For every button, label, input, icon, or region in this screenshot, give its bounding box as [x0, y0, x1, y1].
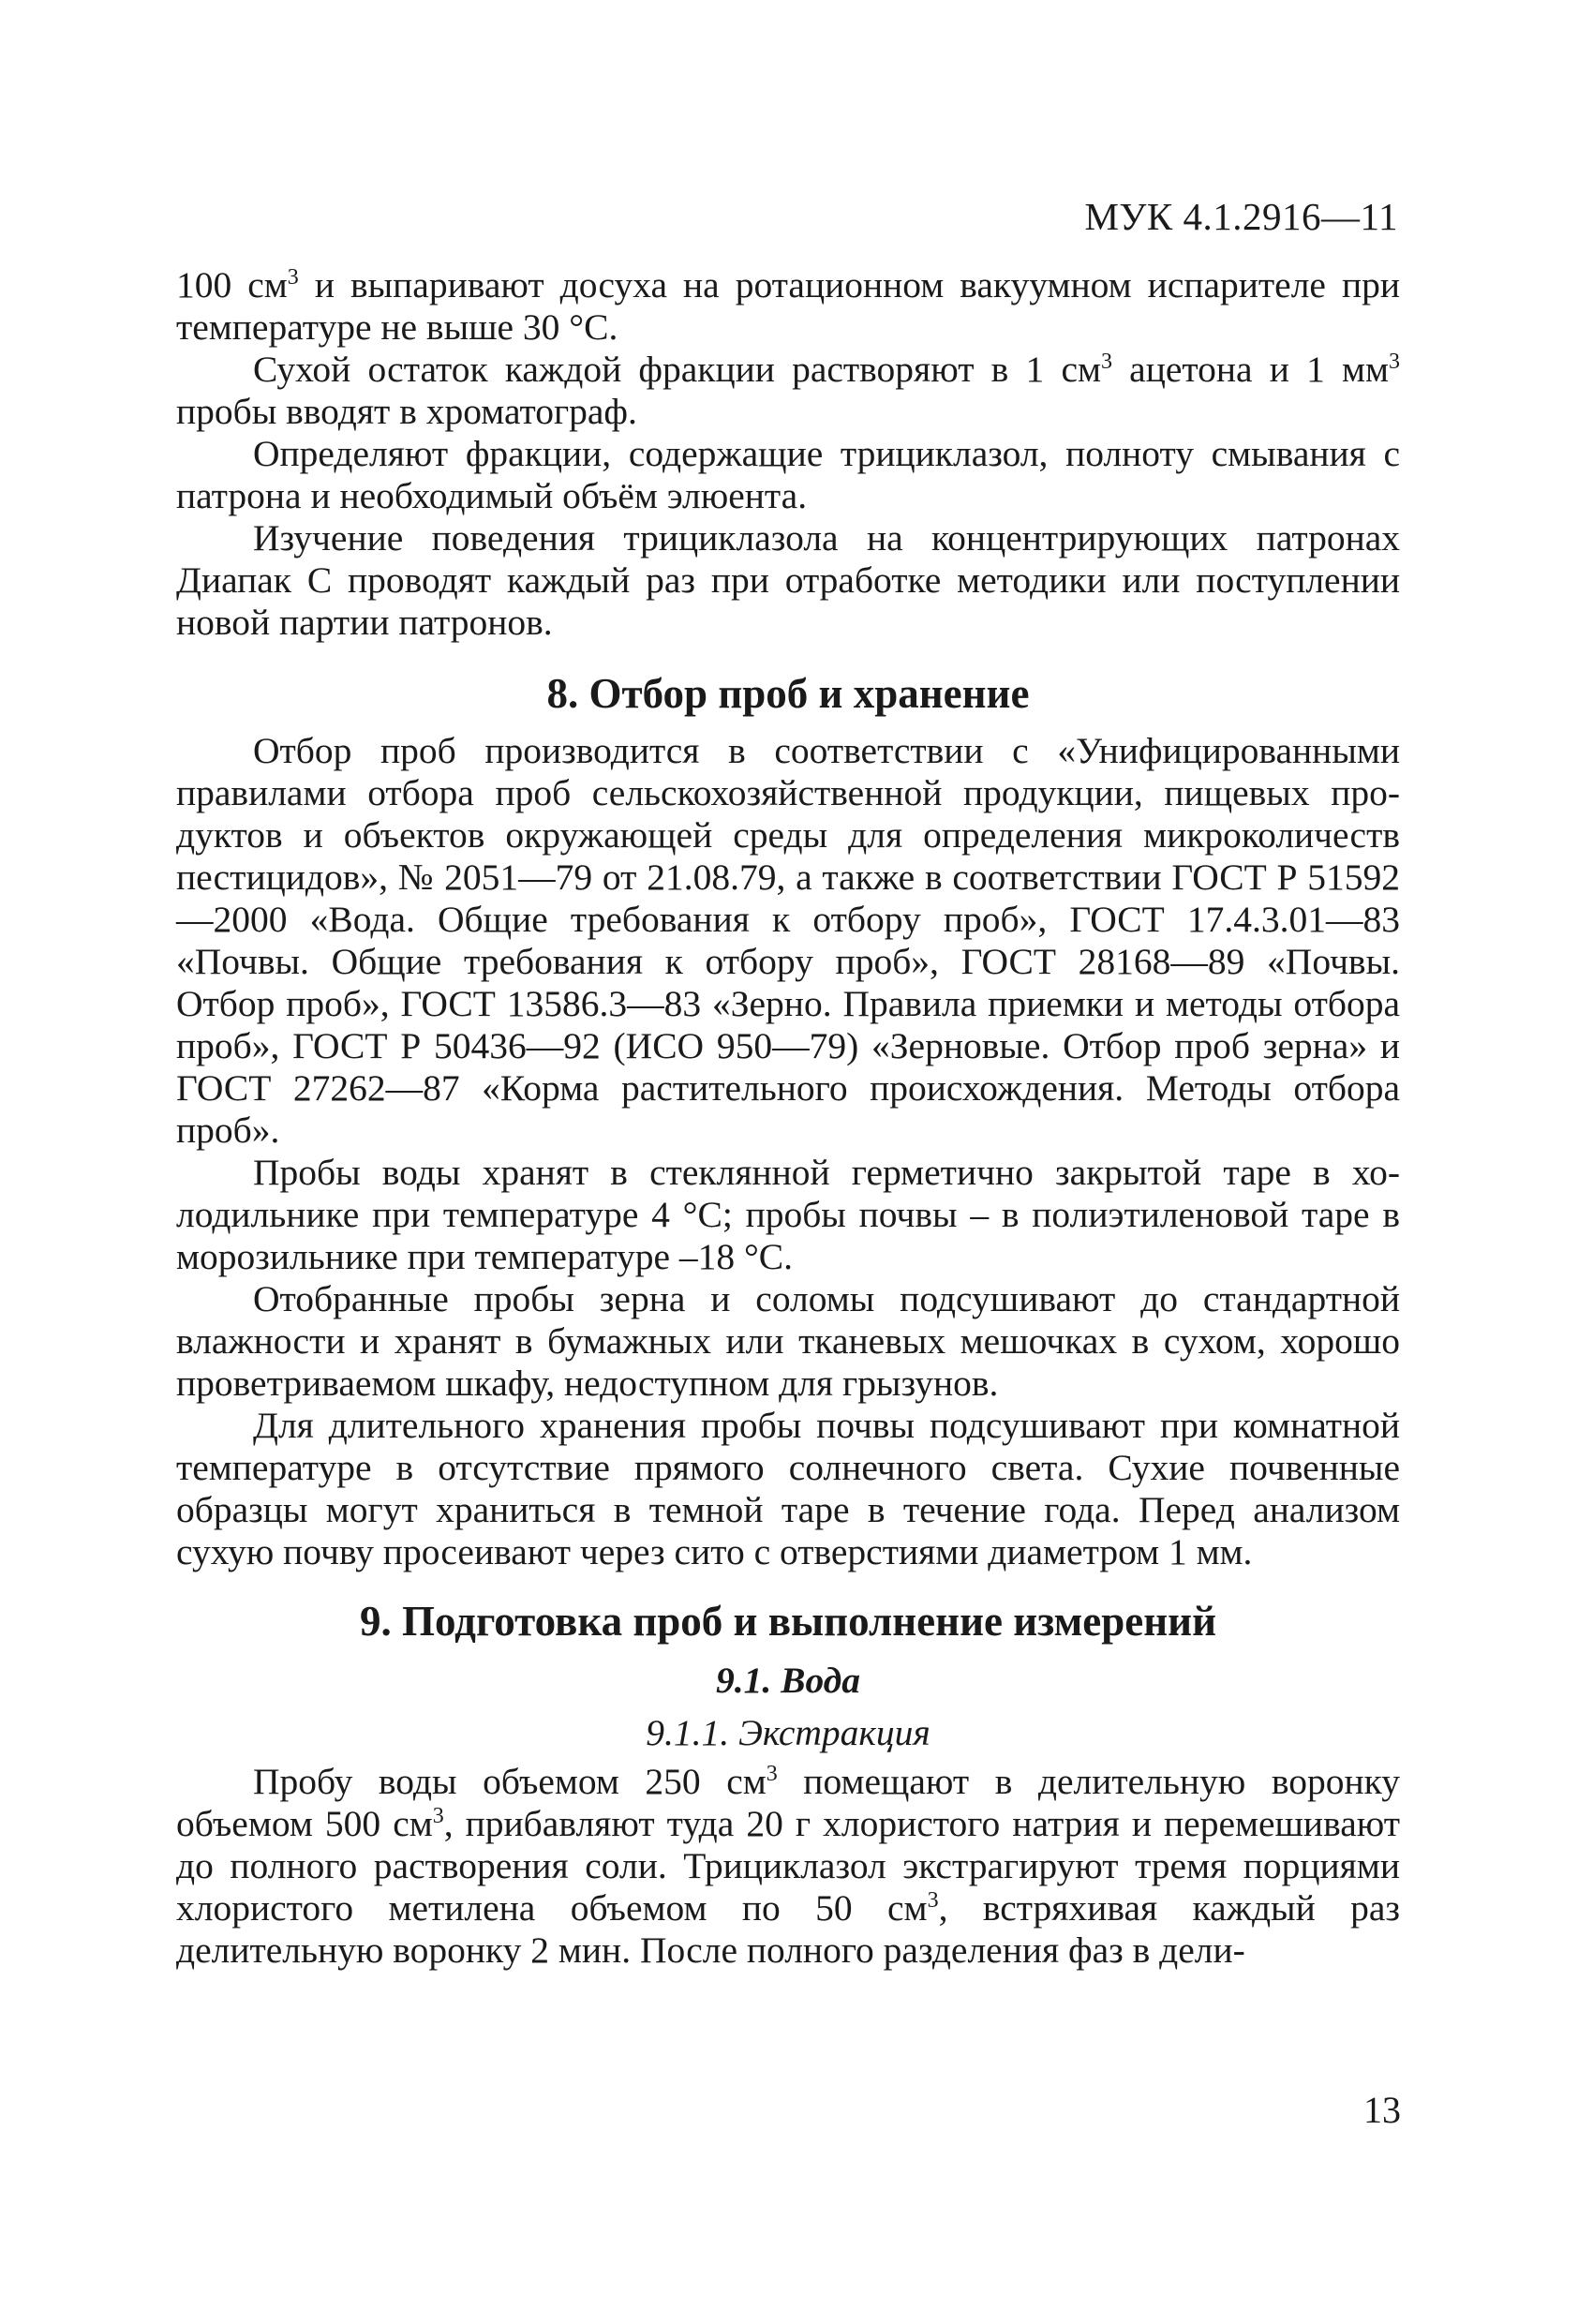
page-content — [176, 264, 1400, 1972]
paragraph: Отобранные пробы зерна и соломы подсушивают до стандартной влажности и хранят в бумажных или тканевых мешочках в сухом, хорошо проветриваемом шкафу, недоступном для грызунов. — [176, 1278, 1400, 1404]
paragraph: Изучение поведения трициклазола на концентрирующих патронах Диапак С проводят каждый раз при отработке методики или поступлении новой партии патронов. — [176, 517, 1400, 643]
paragraph — [176, 349, 1400, 433]
text-run: , встряхивая каждый раз делительную воронку 2 мин. После полного разделения фаз в дели- — [176, 1887, 1400, 1971]
subsubsection-heading: 9.1.1. Экстракция — [646, 1712, 930, 1753]
text-run: , прибавляют туда 20 г хлористого натрия и перемешивают до полного растворения соли. Трициклазол экстрагируют тремя порциями хлористого метилена объемом по 50 см — [176, 1803, 1400, 1929]
superscript: 3 — [287, 264, 299, 290]
text-run: Пробу воды объемом 250 см — [253, 1761, 767, 1802]
paragraph — [176, 1761, 1400, 1972]
text-run: и выпаривают досуха на ротационном вакуумном испарителе при температуре не выше 30 °С. — [176, 264, 1400, 348]
text-run: помещают в делительную воронку объемом 500 см — [176, 1761, 1400, 1844]
paragraph: Пробы воды хранят в стеклянной герметично закрытой таре в холодильнике при температуре 4 °С; пробы почвы – в полиэтиленовой таре в морозильнике при температуре –18 °С. — [176, 1152, 1400, 1277]
subsection-heading: 9.1. Вода — [715, 1660, 861, 1701]
superscript: 3 — [432, 1803, 444, 1828]
text-run: 100 см — [176, 264, 288, 305]
superscript: 3 — [766, 1761, 778, 1786]
section-heading: 8. Отбор проб и хранение — [546, 670, 1030, 717]
paragraph — [176, 264, 1400, 349]
paragraph: Определяют фракции, содержащие трициклазол, полноту смывания с патрона и необходимый объём элюента. — [176, 433, 1400, 516]
superscript: 3 — [1100, 349, 1112, 374]
text-run: пробы вводят в хроматограф. — [176, 391, 637, 432]
text-run: ацетона и 1 мм — [1111, 349, 1389, 390]
paragraph: Отбор проб производится в соответствии с «Унифицированными правилами отбора проб сельскохозяйственной продукции, пищевых продуктов и объектов окружающей среды для определения микроколичеств пестицидов», № 2051—79 от 21.08.79, а также в соответствии ГОСТ Р 51592—2000 «Вода. Общие требования к отбору проб», ГОСТ 17.4.3.01—83 «Почвы. Общие требования к отбору проб», ГОСТ 28168—89 «Почвы. Отбор проб», ГОСТ 13586.3—83 «Зерно. Правила приемки и методы отбора проб», ГОСТ Р 50436—92 (ИСО 950—79) «Зерновые. Отбор проб зерна» и ГОСТ 27262—87 «Корма растительного происхождения. Методы отбора проб». — [176, 730, 1400, 1151]
running-header: МУК 4.1.2916—11 — [1084, 195, 1398, 238]
page-number: 13 — [1363, 2089, 1401, 2131]
section-heading: 9. Подготовка проб и выполнение измерений — [359, 1598, 1217, 1645]
text-run: Сухой остаток каждой фракции растворяют в 1 см — [253, 349, 1101, 390]
superscript: 3 — [1389, 349, 1400, 374]
superscript: 3 — [927, 1887, 939, 1913]
paragraph: Для длительного хранения пробы почвы подсушивают при комнатной температуре в отсутствие прямого солнечного света. Сухие почвенные образцы могут храниться в темной таре в течение года. Перед анализом сухую почву просеивают через сито с отверстиями диаметром 1 мм. — [176, 1405, 1400, 1572]
